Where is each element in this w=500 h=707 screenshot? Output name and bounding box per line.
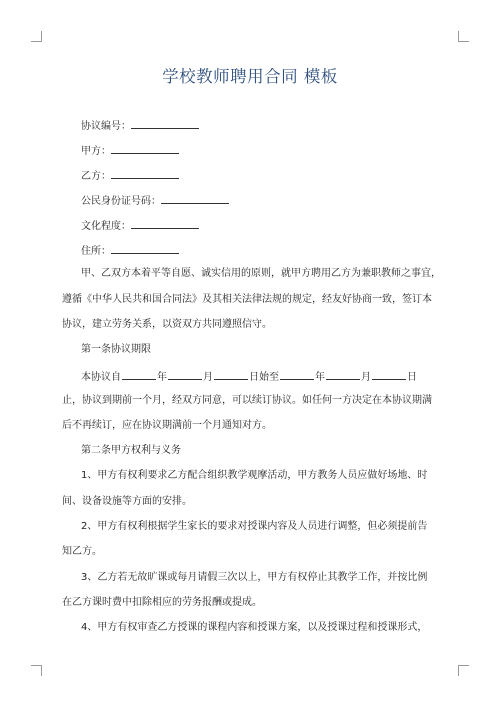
field-blank[interactable] [161,192,229,204]
crop-mark-top-left [31,31,42,42]
article1-term-line [81,368,417,385]
article2-heading: 第二条甲方权利与义务 [81,445,181,456]
field-party-a [81,142,179,159]
term-blank[interactable] [326,368,360,380]
field-blank[interactable] [131,217,199,229]
field-label: 协议编号： [81,121,131,132]
term-blank[interactable] [280,368,314,380]
field-blank[interactable] [111,142,179,154]
field-label: 住所： [81,246,111,257]
field-blank[interactable] [131,117,199,129]
article2-item-line: 知乙方。 [62,546,102,557]
field-agreement-number [81,117,199,134]
article2-item-line: 间、设备设施等方面的安排。 [62,496,192,507]
article2-item-line: 2、甲方有权利根据学生家长的要求对授课内容及人员进行调整，但必须提前告 [81,521,428,532]
preamble-line: 遵循《中华人民共和国合同法》及其相关法律法规的规定，经友好协商一致，签订本 [62,294,432,305]
term-blank[interactable] [372,368,406,380]
field-label: 文化程度： [81,221,131,232]
term-text: 本协议自 [81,372,121,383]
field-blank[interactable] [111,167,179,179]
term-blank[interactable] [168,368,202,380]
term-text: 月 [203,372,213,383]
field-label: 乙方： [81,171,111,182]
crop-mark-bottom-left [31,665,42,676]
article1-line: 后不再续订，应在协议期满前一个月通知对方。 [62,420,272,431]
article1-line: 止，协议到期前一个月，经双方同意，可以续订协议。如任何一方决定在本协议期满 [62,395,432,406]
term-blank[interactable] [214,368,248,380]
term-text: 年 [157,372,167,383]
field-party-b [81,167,179,184]
article2-item-line: 在乙方课时费中扣除相应的劳务报酬或提成。 [62,597,262,608]
crop-mark-bottom-right [458,665,469,676]
term-text: 日 [407,372,417,383]
term-text: 月 [361,372,371,383]
term-text: 年 [315,372,325,383]
field-label: 甲方： [81,146,111,157]
document-title: 学校教师聘用合同 模板 [162,67,338,86]
field-education [81,217,199,234]
field-label: 公民身份证号码： [81,196,161,207]
field-blank[interactable] [111,242,179,254]
term-blank[interactable] [122,368,156,380]
article2-item-line: 3、乙方若无故旷课或每月请假三次以上，甲方有权停止其教学工作，并按比例 [81,572,428,583]
article1-heading: 第一条协议期限 [81,344,151,355]
preamble-line: 协议，建立劳务关系，以资双方共同遵照信守。 [62,319,272,330]
term-text: 日始至 [249,372,279,383]
field-address [81,242,179,259]
crop-mark-top-right [458,31,469,42]
article2-item-line: 4、甲方有权审查乙方授课的课程内容和授课方案，以及授课过程和授课形式， [81,622,428,633]
article2-item-line: 1、甲方有权利要求乙方配合组织教学观摩活动，甲方教务人员应做好场地、时 [81,470,428,481]
preamble-line: 甲、乙双方本着平等自愿、诚实信用的原则，就甲方聘用乙方为兼职教师之事宜， [81,268,441,279]
field-id-number [81,192,229,209]
